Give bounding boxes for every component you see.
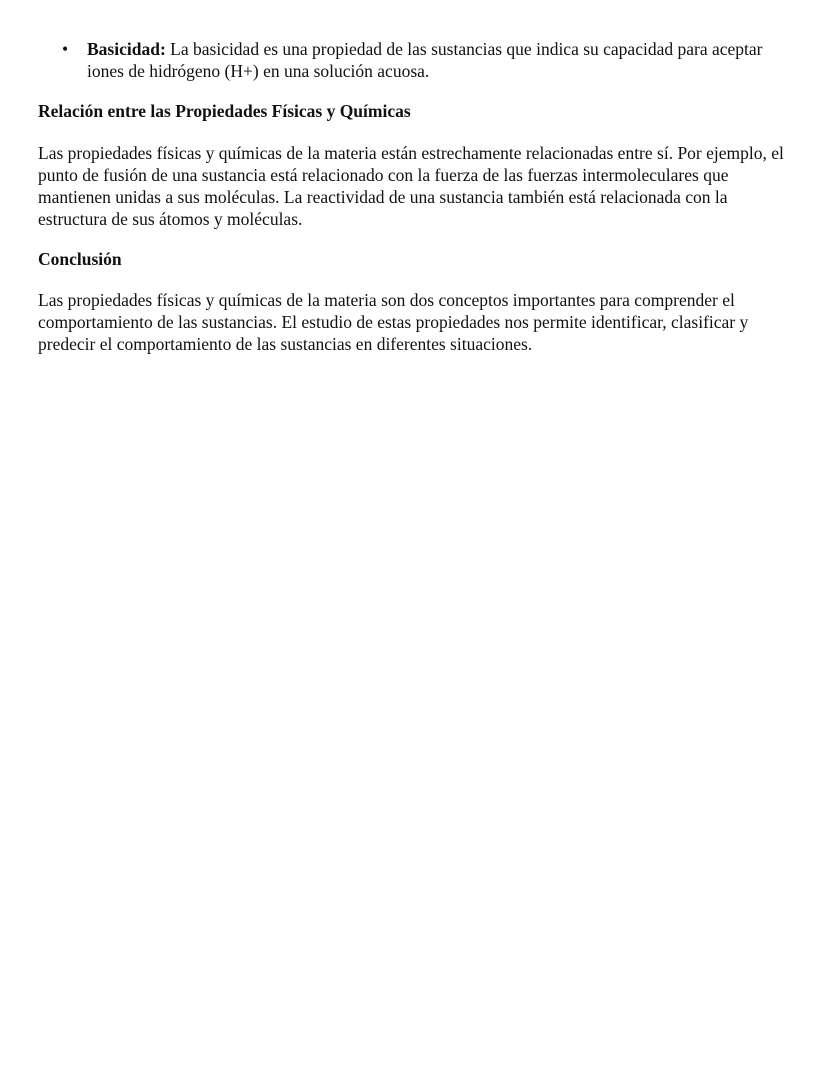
section-paragraph-conclusion: Las propiedades físicas y químicas de la materia son dos conceptos importantes para comprender el comportamiento de las sustancias. El estudio de estas propiedades nos permite identificar, clasificar y predecir el comportamiento de las sustancias en diferentes situaciones. <box>38 290 749 354</box>
bullet-list <box>38 38 788 82</box>
section-heading-relacion: Relación entre las Propiedades Físicas y Químicas <box>38 101 411 121</box>
list-item-term: Basicidad: <box>87 39 166 59</box>
section-paragraph-relacion: Las propiedades físicas y químicas de la materia están estrechamente relacionadas entre sí. Por ejemplo, el punto de fusión de una sustancia está relacionado con la fuerza de las fuerzas intermoleculares que mantienen unidas a sus moléculas. La reactividad de una sustancia también está relacionada con la estructura de sus átomos y moléculas. <box>38 143 784 229</box>
document-page <box>38 38 788 355</box>
list-item-text: La basicidad es una propiedad de las sustancias que indica su capacidad para aceptar iones de hidrógeno (H+) en una solución acuosa. <box>87 39 763 81</box>
bullet-icon: • <box>62 39 69 59</box>
list-item-basicidad <box>38 38 788 82</box>
section-heading-conclusion: Conclusión <box>38 249 122 269</box>
